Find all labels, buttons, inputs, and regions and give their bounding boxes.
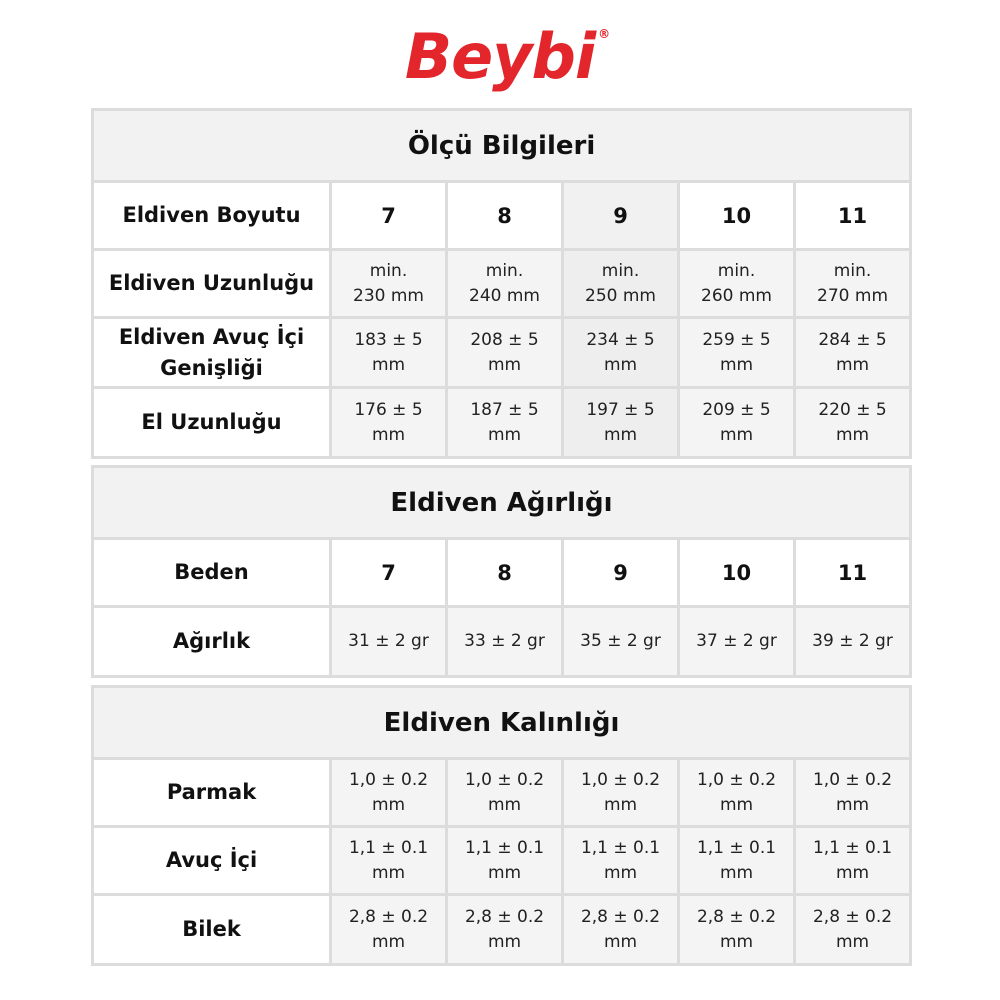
measurements-title: Ölçü Bilgileri: [93, 110, 911, 182]
value-cell: 1,0 ± 0.2 mm: [679, 759, 795, 827]
value-cell: 187 ± 5 mm: [447, 388, 563, 458]
value-cell: 1,1 ± 0.1 mm: [795, 827, 911, 895]
value-cell: 2,8 ± 0.2 mm: [563, 895, 679, 965]
value-cell: 183 ± 5 mm: [331, 318, 447, 388]
row-label-palm-width: Eldiven Avuç İçi Genişliği: [93, 318, 331, 388]
size-header-10: 10: [679, 182, 795, 250]
beden-label: Beden: [93, 539, 331, 607]
value-cell: min. 270 mm: [795, 250, 911, 318]
weight-table: [91, 465, 912, 678]
size-header-10: 10: [679, 539, 795, 607]
size-header-9: 9: [563, 539, 679, 607]
value-cell: 1,1 ± 0.1 mm: [447, 827, 563, 895]
size-header-11: 11: [795, 182, 911, 250]
value-cell: min. 240 mm: [447, 250, 563, 318]
table-row: [93, 318, 911, 388]
value-cell: 1,1 ± 0.1 mm: [679, 827, 795, 895]
row-label-wrist: Bilek: [93, 895, 331, 965]
value-cell: 2,8 ± 0.2 mm: [447, 895, 563, 965]
table-row: [93, 250, 911, 318]
size-header-8: 8: [447, 182, 563, 250]
table-row: [93, 388, 911, 458]
row-label-palm: Avuç İçi: [93, 827, 331, 895]
row-label-hand-length: El Uzunluğu: [93, 388, 331, 458]
value-cell: 1,0 ± 0.2 mm: [795, 759, 911, 827]
value-cell: 1,0 ± 0.2 mm: [331, 759, 447, 827]
value-cell: 1,1 ± 0.1 mm: [563, 827, 679, 895]
thickness-table: [91, 685, 912, 966]
value-cell: 234 ± 5 mm: [563, 318, 679, 388]
value-cell: 176 ± 5 mm: [331, 388, 447, 458]
brand-logo-text: Beybi ®: [404, 20, 610, 93]
value-cell: 33 ± 2 gr: [447, 607, 563, 677]
value-cell: 197 ± 5 mm: [563, 388, 679, 458]
table-row: [93, 759, 911, 827]
thickness-title: Eldiven Kalınlığı: [93, 687, 911, 759]
size-header-9: 9: [563, 182, 679, 250]
brand-logo: [0, 22, 1000, 92]
value-cell: 39 ± 2 gr: [795, 607, 911, 677]
value-cell: 31 ± 2 gr: [331, 607, 447, 677]
value-cell: 259 ± 5 mm: [679, 318, 795, 388]
table-row: [93, 895, 911, 965]
value-cell: 2,8 ± 0.2 mm: [679, 895, 795, 965]
row-label-finger: Parmak: [93, 759, 331, 827]
value-cell: 37 ± 2 gr: [679, 607, 795, 677]
size-header-7: 7: [331, 182, 447, 250]
row-label-weight: Ağırlık: [93, 607, 331, 677]
value-cell: 284 ± 5 mm: [795, 318, 911, 388]
value-cell: 2,8 ± 0.2 mm: [795, 895, 911, 965]
value-cell: 220 ± 5 mm: [795, 388, 911, 458]
size-label: Eldiven Boyutu: [93, 182, 331, 250]
value-cell: min. 250 mm: [563, 250, 679, 318]
row-label-glove-length: Eldiven Uzunluğu: [93, 250, 331, 318]
size-header-7: 7: [331, 539, 447, 607]
value-cell: min. 230 mm: [331, 250, 447, 318]
registered-mark: ®: [598, 27, 610, 41]
value-cell: 209 ± 5 mm: [679, 388, 795, 458]
table-row: [93, 607, 911, 677]
measurements-table: [91, 108, 912, 459]
value-cell: 1,1 ± 0.1 mm: [331, 827, 447, 895]
value-cell: min. 260 mm: [679, 250, 795, 318]
size-header-8: 8: [447, 539, 563, 607]
value-cell: 35 ± 2 gr: [563, 607, 679, 677]
table-row: [93, 827, 911, 895]
value-cell: 1,0 ± 0.2 mm: [447, 759, 563, 827]
size-header-11: 11: [795, 539, 911, 607]
weight-title: Eldiven Ağırlığı: [93, 467, 911, 539]
value-cell: 208 ± 5 mm: [447, 318, 563, 388]
value-cell: 1,0 ± 0.2 mm: [563, 759, 679, 827]
value-cell: 2,8 ± 0.2 mm: [331, 895, 447, 965]
